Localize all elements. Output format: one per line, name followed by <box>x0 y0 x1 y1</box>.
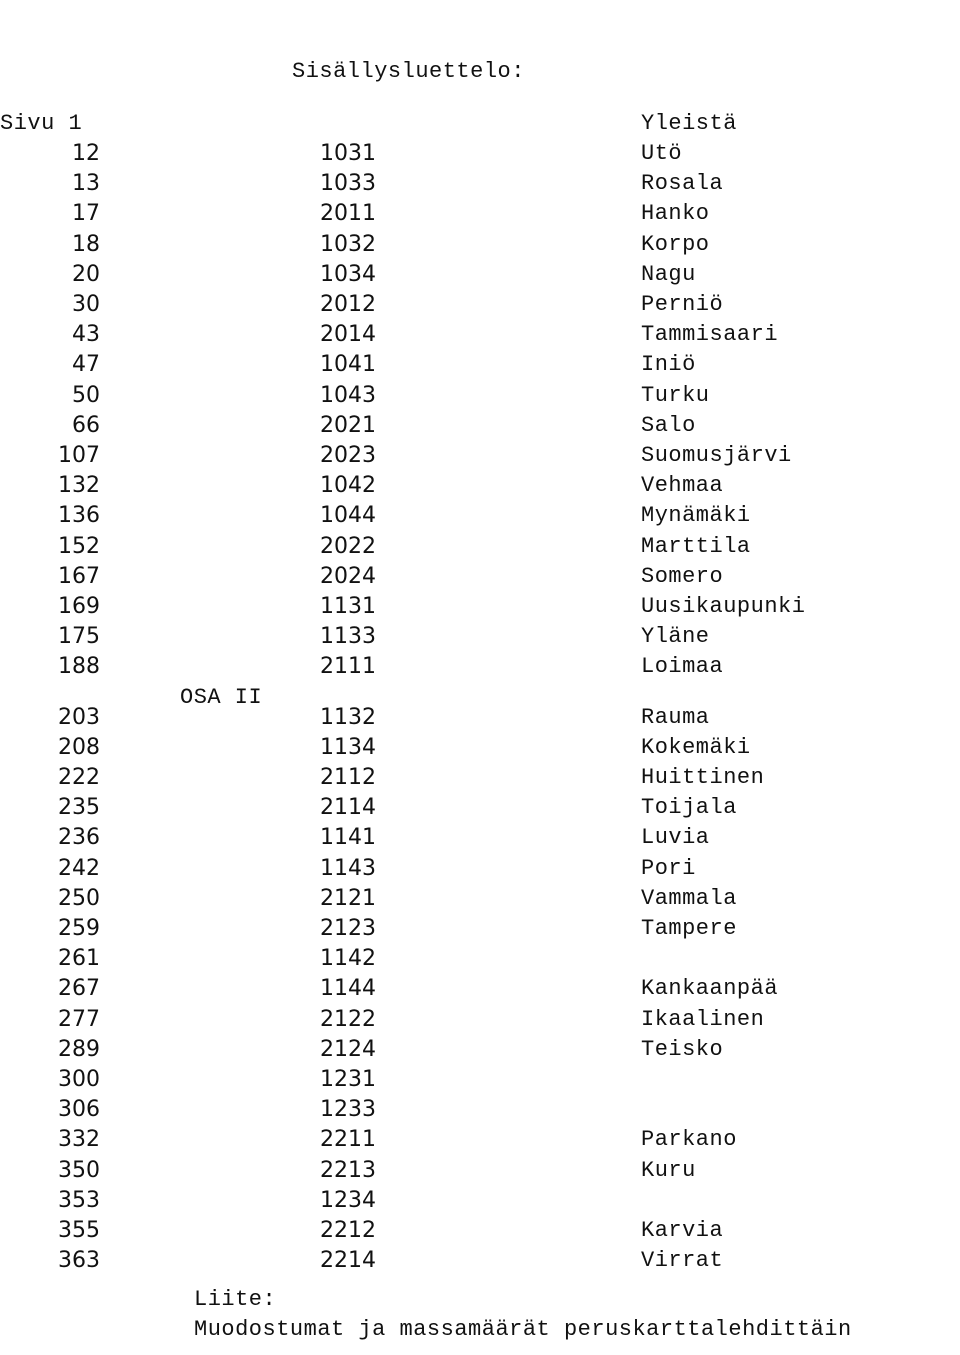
place-name: Uusikaupunki <box>641 594 806 619</box>
map-sheet-number: 1233 <box>320 1097 376 1123</box>
page-number: 289 <box>58 1036 100 1062</box>
map-sheet-number: 2212 <box>320 1218 376 1243</box>
page-number: 222 <box>58 765 100 790</box>
page-number: 236 <box>58 825 100 851</box>
place-name: Tammisaari <box>641 322 779 348</box>
map-sheet-number: 2124 <box>320 1036 376 1062</box>
first-row-page-label: Sivu 1 <box>0 111 83 136</box>
map-sheet-number: 2021 <box>320 412 376 438</box>
map-sheet-number: 2213 <box>320 1157 376 1183</box>
place-name: Ikaalinen <box>641 1006 765 1032</box>
map-sheet-number: 1141 <box>320 825 376 851</box>
map-sheet-number: 1143 <box>320 855 376 881</box>
map-sheet-number: 1044 <box>320 503 376 529</box>
place-name: Vehmaa <box>641 473 724 499</box>
page-number: 136 <box>58 503 100 529</box>
place-name: Kankaanpää <box>641 976 779 1002</box>
place-name: Turku <box>641 382 710 408</box>
page-number: 277 <box>58 1006 100 1032</box>
map-sheet-number: 2123 <box>320 916 376 941</box>
page-number: 188 <box>58 654 100 680</box>
place-name: Rosala <box>641 171 724 197</box>
page-number: 203 <box>58 704 100 730</box>
page-number: 152 <box>58 533 100 559</box>
page-number: 235 <box>58 795 100 821</box>
page-number: 355 <box>58 1218 100 1243</box>
place-name: Toijala <box>641 795 737 821</box>
page-number: 363 <box>58 1248 100 1274</box>
page-number: 300 <box>58 1067 100 1092</box>
page-number: 47 <box>72 352 100 378</box>
place-name: Loimaa <box>641 654 724 680</box>
map-sheet-number: 2214 <box>320 1248 376 1274</box>
place-name: Yläne <box>641 624 710 650</box>
page-number: 267 <box>58 976 100 1002</box>
page-number: 66 <box>72 412 100 438</box>
place-name: Teisko <box>641 1036 724 1062</box>
page-number: 13 <box>72 171 100 197</box>
map-sheet-number: 2112 <box>320 765 376 790</box>
map-sheet-number: 2122 <box>320 1006 376 1032</box>
appendix-label: Liite: <box>194 1287 277 1312</box>
place-name: Mynämäki <box>641 503 751 529</box>
page-number: 259 <box>58 916 100 941</box>
place-name: Tampere <box>641 916 737 941</box>
page-number: 169 <box>58 594 100 619</box>
place-name: Kokemäki <box>641 734 751 760</box>
map-sheet-number: 2111 <box>320 654 376 680</box>
page-number: 50 <box>72 382 100 408</box>
place-name: Korpo <box>641 231 710 257</box>
map-sheet-number: 1134 <box>320 734 376 760</box>
place-name: Somero <box>641 563 724 589</box>
map-sheet-number: 1231 <box>320 1067 376 1092</box>
page-number: 353 <box>58 1187 100 1213</box>
appendix-text: Muodostumat ja massamäärät peruskarttalehdittäin <box>194 1317 852 1342</box>
place-name: Salo <box>641 412 696 438</box>
map-sheet-number: 2022 <box>320 533 376 559</box>
place-name: Rauma <box>641 704 710 730</box>
map-sheet-number: 1041 <box>320 352 376 378</box>
place-name: Suomusjärvi <box>641 443 792 468</box>
map-sheet-number: 2014 <box>320 322 376 348</box>
page-number: 350 <box>58 1157 100 1183</box>
place-name: Huittinen <box>641 765 765 790</box>
page-title: Sisällysluettelo: <box>292 59 525 84</box>
map-sheet-number: 2023 <box>320 443 376 468</box>
page-number: 30 <box>72 292 100 317</box>
map-sheet-number: 1132 <box>320 704 376 730</box>
page-number: 242 <box>58 855 100 881</box>
map-sheet-number: 2024 <box>320 563 376 589</box>
page-number: 175 <box>58 624 100 650</box>
first-row-place: Yleistä <box>641 111 737 136</box>
place-name: Vammala <box>641 885 737 911</box>
map-sheet-number: 1032 <box>320 231 376 257</box>
page-number: 18 <box>72 231 100 257</box>
section-label: OSA II <box>180 685 263 710</box>
page-number: 167 <box>58 563 100 589</box>
place-name: Nagu <box>641 261 696 287</box>
map-sheet-number: 1144 <box>320 976 376 1002</box>
map-sheet-number: 1043 <box>320 382 376 408</box>
map-sheet-number: 1131 <box>320 594 376 619</box>
page-number: 261 <box>58 946 100 972</box>
page-number: 107 <box>58 443 100 468</box>
map-sheet-number: 1042 <box>320 473 376 499</box>
page-number: 20 <box>72 261 100 287</box>
map-sheet-number: 2211 <box>320 1127 376 1153</box>
place-name: Hanko <box>641 201 710 227</box>
map-sheet-number: 2121 <box>320 885 376 911</box>
place-name: Karvia <box>641 1218 724 1243</box>
map-sheet-number: 2114 <box>320 795 376 821</box>
page-number: 250 <box>58 885 100 911</box>
place-name: Iniö <box>641 352 696 378</box>
place-name: Marttila <box>641 533 751 559</box>
map-sheet-number: 1031 <box>320 141 376 166</box>
page-number: 132 <box>58 473 100 499</box>
map-sheet-number: 1234 <box>320 1187 376 1213</box>
page-number: 12 <box>72 141 100 166</box>
place-name: Luvia <box>641 825 710 851</box>
map-sheet-number: 1033 <box>320 171 376 197</box>
page-number: 43 <box>72 322 100 348</box>
place-name: Pori <box>641 855 696 881</box>
page-number: 306 <box>58 1097 100 1123</box>
page-number: 332 <box>58 1127 100 1153</box>
map-sheet-number: 1034 <box>320 261 376 287</box>
place-name: Perniö <box>641 292 724 317</box>
map-sheet-number: 2011 <box>320 201 376 227</box>
map-sheet-number: 2012 <box>320 292 376 317</box>
page-number: 17 <box>72 201 100 227</box>
page-number: 208 <box>58 734 100 760</box>
place-name: Parkano <box>641 1127 737 1153</box>
place-name: Virrat <box>641 1248 724 1274</box>
map-sheet-number: 1142 <box>320 946 376 972</box>
place-name: Kuru <box>641 1157 696 1183</box>
place-name: Utö <box>641 141 683 166</box>
map-sheet-number: 1133 <box>320 624 376 650</box>
